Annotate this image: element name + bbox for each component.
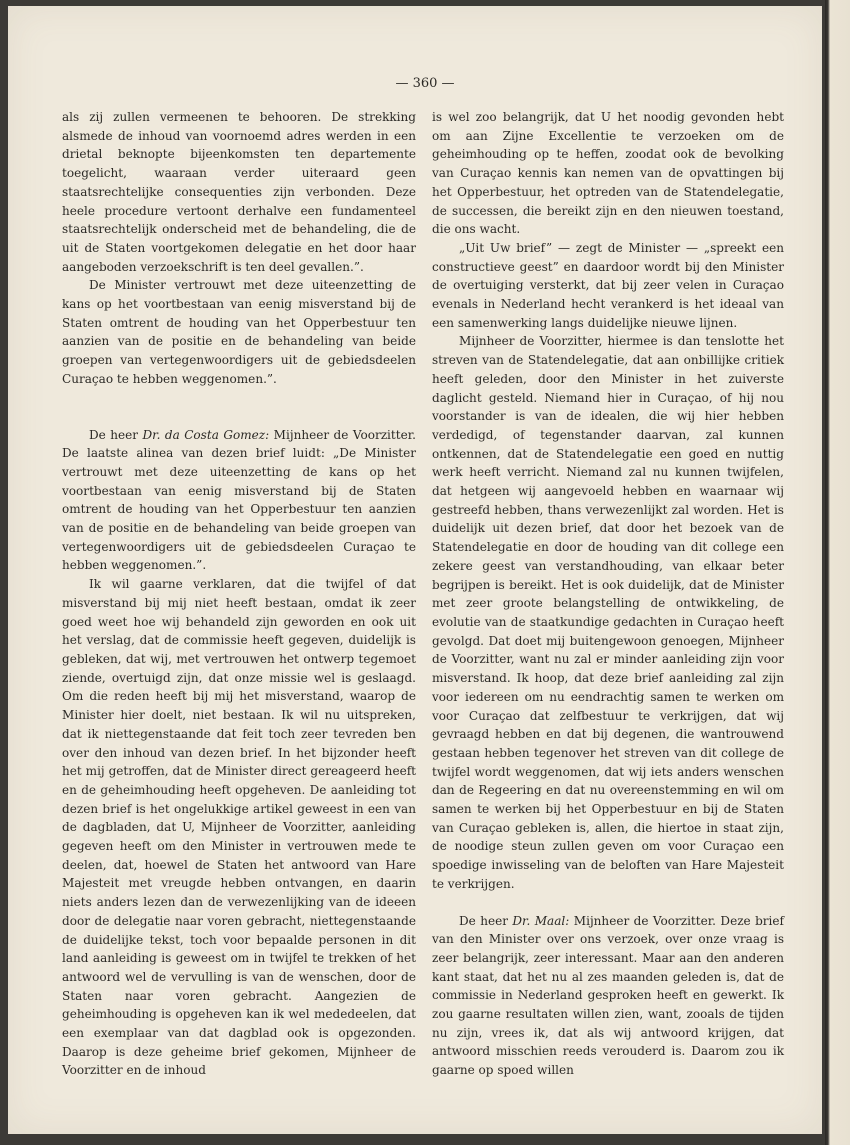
speaker-name: Dr. Maal:: [512, 913, 570, 928]
speaker-paragraph: [432, 912, 784, 1080]
speaker-prefix: De heer: [89, 427, 143, 442]
speaker-paragraph: [62, 426, 416, 576]
speech-text: Mijnheer de Voorzitter. De laatste alinea van dezen brief luidt: „De Minister vertrouwt met deze uiteenzetting de kans op het voortbestaan van eenig misverstand bij de Staten omtrent de houding van het Opperbestuur ten aanzien van de positie en de behandeling van beide groepen van vertegenwoordigers uit de gebiedsdeelen Curaçao te hebben weggenomen.”.: [62, 427, 416, 573]
speech-text: Mijnheer de Voorzitter. Deze brief van den Minister over ons verzoek, over onze vraag is zeer belangrijk, zeer interessant. Maar aan den anderen kant staat, dat het nu al zes maanden geleden is, dat de commissie in Nederland gesproken heeft en gewerkt. Ik zou gaarne resultaten willen zien, want, zooals de tijden nu zijn, vrees ik, dat als wij antwoord krijgen, dat antwoord misschien reeds verouderd is. Daarom zou ik gaarne op spoed willen: [432, 913, 784, 1078]
next-page-edge: [825, 0, 850, 1145]
page-number: — 360 —: [395, 76, 455, 91]
paragraph: als zij zullen vermeenen te behooren. De strekking alsmede de inhoud van voornoemd adres werden in een drietal beknopte bijeenkomsten ten departemente toegelicht, waaraan verder uiteraard geen staatsrechtelijke consequenties zijn verbonden. Deze heele procedure vertoont derhalve een fundamenteel staatsrechtelijk onderscheid met de behandeling, die de uit de Staten voortgekomen delegatie en het door haar aangeboden verzoekschrift is ten deel gevallen.”.: [62, 110, 416, 274]
speaker-prefix: De heer: [459, 913, 513, 928]
paragraph: is wel zoo belangrijk, dat U het noodig gevonden hebt om aan Zijne Excellentie te verzoeken om de geheimhouding op te heffen, zoodat ook de bevolking van Curaçao kennis kan nemen van de opvattingen bij het Opperbestuur, het optreden van de Statendelegatie, de successen, die bereikt zijn en den nieuwen toestand, die ons wacht.: [432, 110, 784, 237]
speaker-name: Dr. da Costa Gomez:: [142, 427, 270, 442]
left-column: [62, 108, 416, 1080]
paragraph: De Minister vertrouwt met deze uiteenzetting de kans op het voortbestaan van eenig misverstand bij de Staten omtrent de houding van het Opperbestuur ten aanzien van de positie en de behandeling van beide groepen van vertegenwoordigers uit de gebiedsdeelen Curaçao te hebben weggenomen.”.: [62, 278, 416, 386]
paragraph: Mijnheer de Voorzitter, hiermee is dan tenslotte het streven van de Statendelegatie, dat aan onbillijke critiek heeft geleden, door den Minister in het zuiverste daglicht gesteld. Niemand hier in Curaçao, of hij nou voorstander is van de idealen, die wij hier hebben verdedigd, of tegenstander daarvan, zal kunnen ontkennen, dat de Statendelegatie een goed en nuttig werk heeft verricht. Niemand zal nu kunnen twijfelen, dat hetgeen wij aangevoeld hebben en waarnaar wij gestreefd hebben, thans verwezenlijkt zal worden. Het is duidelijk uit dezen brief, dat door het bezoek van de Statendelegatie en door de houding van dit college een zekere geest van verstandhouding, van elkaar beter begrijpen is bereikt. Het is ook duidelijk, dat de Minister met zeer groote belangstelling de ontwikkeling, de evolutie van de staatkundige gedachten in Curaçao heeft gevolgd. Dat doet mij buitengewoon genoegen, Mijnheer de Voorzitter, want nu zal er minder aanleiding zijn voor misverstand. Ik hoop, dat deze brief aanleiding zal zijn voor iedereen om nu eendrachtig samen te werken om voor Curaçao dat zelfbestuur te verkrijgen, dat wij gevraagd hebben en dat bij degenen, die wantrouwend gestaan hebben tegenover het streven van dit college de twijfel wordt weggenomen, dat wij iets anders wenschen dan de Regeering en dat nu overeenstemming en wil om samen te werken bij het Opperbestuur en bij de Staten van Curaçao gebleken is, allen, die hiertoe in staat zijn, de noodige steun zullen geven om voor Curaçao een spoedige inwisseling van de beloften van Hare Majesteit te verkrijgen.: [432, 334, 784, 891]
right-column: [432, 108, 784, 1080]
paragraph: „Uit Uw brief” — zegt de Minister — „spreekt een constructieve geest” en daardoor wordt bij den Minister de overtuiging versterkt, dat bij zeer velen in Curaçao evenals in Nederland hecht verankerd is het ideaal van een samenwerking langs duidelijke nieuwe lijnen.: [432, 240, 784, 330]
paragraph: Ik wil gaarne verklaren, dat die twijfel of dat misverstand bij mij niet heeft bestaan, omdat ik zeer goed weet hoe wij behandeld zijn geworden en ook uit het verslag, dat de commissie heeft gegeven, duidelijk is gebleken, dat wij, met vertrouwen het ontwerp tegemoet ziende, overtuigd zijn, dat onze missie wel is geslaagd. Om die reden heeft bij mij het misverstand, waarop de Minister hier doelt, niet bestaan. Ik wil nu uitspreken, dat ik niettegenstaande dat feit toch zeer tevreden ben over den inhoud van dezen brief. In het bijzonder heeft het mij getroffen, dat de Minister direct gereageerd heeft en de geheimhouding heeft opgeheven. De aanleiding tot dezen brief is het ongelukkige artikel geweest in een van de dagbladen, dat U, Mijnheer de Voorzitter, aanleiding gegeven heeft om den Minister in vertrouwen mede te deelen, dat, hoewel de Staten het antwoord van Hare Majesteit met vreugde hebben ontvangen, en daarin niets anders lezen dan de verwezenlijking van de ideeen door de delegatie naar voren gebracht, niettegenstaande de duidelijke tekst, toch voor bepaalde personen in dit land aanleiding is geweest om in twijfel te trekken of het antwoord wel de vervulling is van de wenschen, door de Staten naar voren gebracht. Aangezien de geheimhouding is opgeheven kan ik wel mededeelen, dat een exemplaar van dat dagblad ook is opgezonden. Daarop is deze geheime brief gekomen, Mijnheer de Voorzitter en de inhoud: [62, 577, 416, 1078]
